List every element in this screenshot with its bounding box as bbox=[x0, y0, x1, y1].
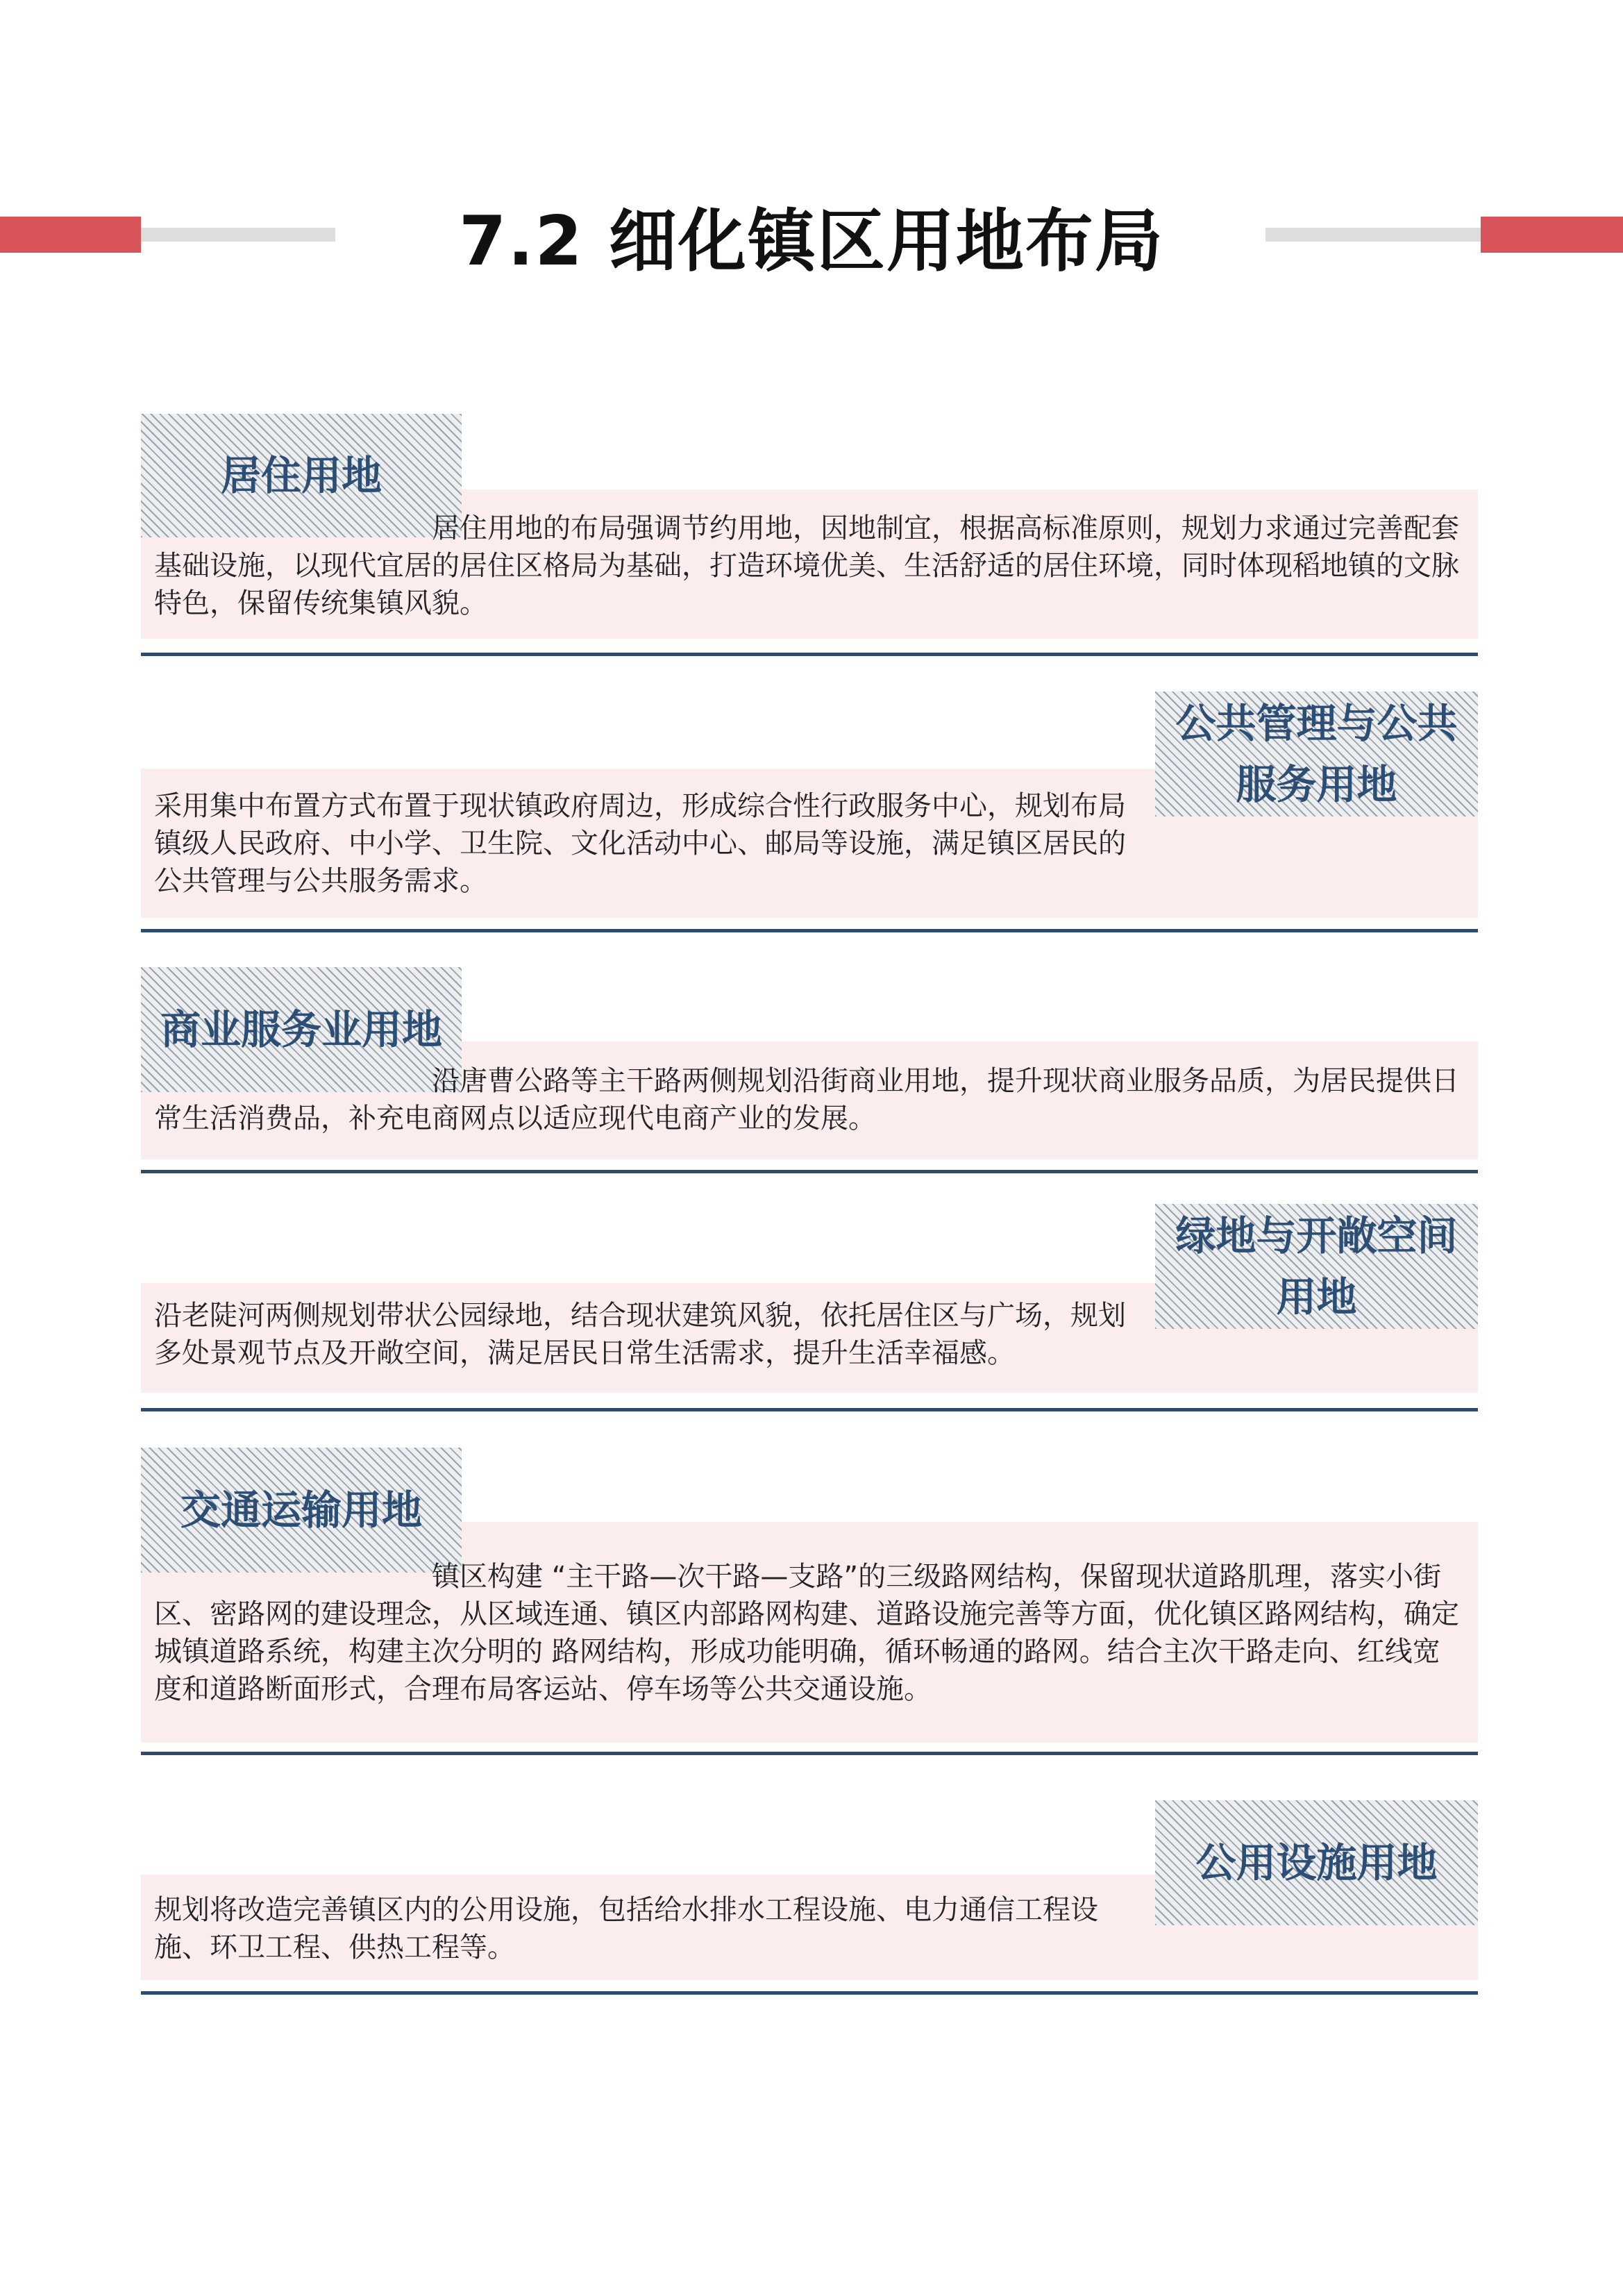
section-heading: 公用设施用地 bbox=[1195, 1839, 1438, 1886]
section-divider bbox=[141, 1170, 1478, 1173]
section-body-text: 镇区构建 “主干路—次干路—支路”的三级路网结构，保留现状道路肌理，落实小街区、密路网的建设理念，从区域连通、镇区内部路网构建、道路设施完善等方面，优化镇区路网结构，确定城镇道路系统，构建主次分明的 路网结构，形成功能明确，循环畅通的路网。结合主次干路走向、红线宽度和道路断面形式，合理布局客运站、停车场等公共交通设施。 bbox=[154, 1561, 1459, 1705]
page-title: 7.2 细化镇区用地布局 bbox=[459, 202, 1164, 281]
section-body-text: 沿唐曹公路等主干路两侧规划沿街商业用地，提升现状商业服务品质，为居民提供日常生活消费品，补充电商网点以适应现代电商产业的发展。 bbox=[154, 1065, 1459, 1134]
section-divider bbox=[141, 929, 1478, 932]
section-divider bbox=[141, 1991, 1478, 1995]
section-body-text: 采用集中布置方式布置于现状镇政府周边，形成综合性行政服务中心，规划布局镇级人民政府、中小学、卫生院、文化活动中心、邮局等设施，满足镇区居民的公共管理与公共服务需求。 bbox=[154, 790, 1126, 897]
section-heading: 绿地与开敞空间用地 bbox=[1175, 1212, 1458, 1321]
section-heading-box bbox=[1155, 1800, 1478, 1925]
section-heading: 交通运输用地 bbox=[180, 1486, 422, 1534]
section-divider bbox=[141, 1408, 1478, 1411]
section-body-text: 规划将改造完善镇区内的公用设施，包括给水排水工程设施、电力通信工程设施、环卫工程、供热工程等。 bbox=[154, 1894, 1098, 1963]
section-heading: 商业服务业用地 bbox=[160, 1006, 442, 1053]
section-body-text: 居住用地的布局强调节约用地，因地制宜，根据高标准原则，规划力求通过完善配套基础设施，以现代宜居的居住区格局为基础，打造环境优美、生活舒适的居住环境，同时体现稻地镇的文脉特色，保留传统集镇风貌。 bbox=[154, 512, 1459, 619]
section-heading: 公共管理与公共服务用地 bbox=[1175, 700, 1458, 808]
section-body-text: 沿老陡河两侧规划带状公园绿地，结合现状建筑风貌，依托居住区与广场，规划多处景观节点及开敞空间，满足居民日常生活需求，提升生活幸福感。 bbox=[154, 1300, 1126, 1369]
section-divider bbox=[141, 653, 1478, 656]
section-heading: 居住用地 bbox=[220, 452, 382, 499]
section-divider bbox=[141, 1752, 1478, 1755]
section-heading-box bbox=[1155, 692, 1478, 816]
section-heading-box bbox=[1155, 1204, 1478, 1329]
section-heading-box bbox=[141, 1448, 462, 1573]
